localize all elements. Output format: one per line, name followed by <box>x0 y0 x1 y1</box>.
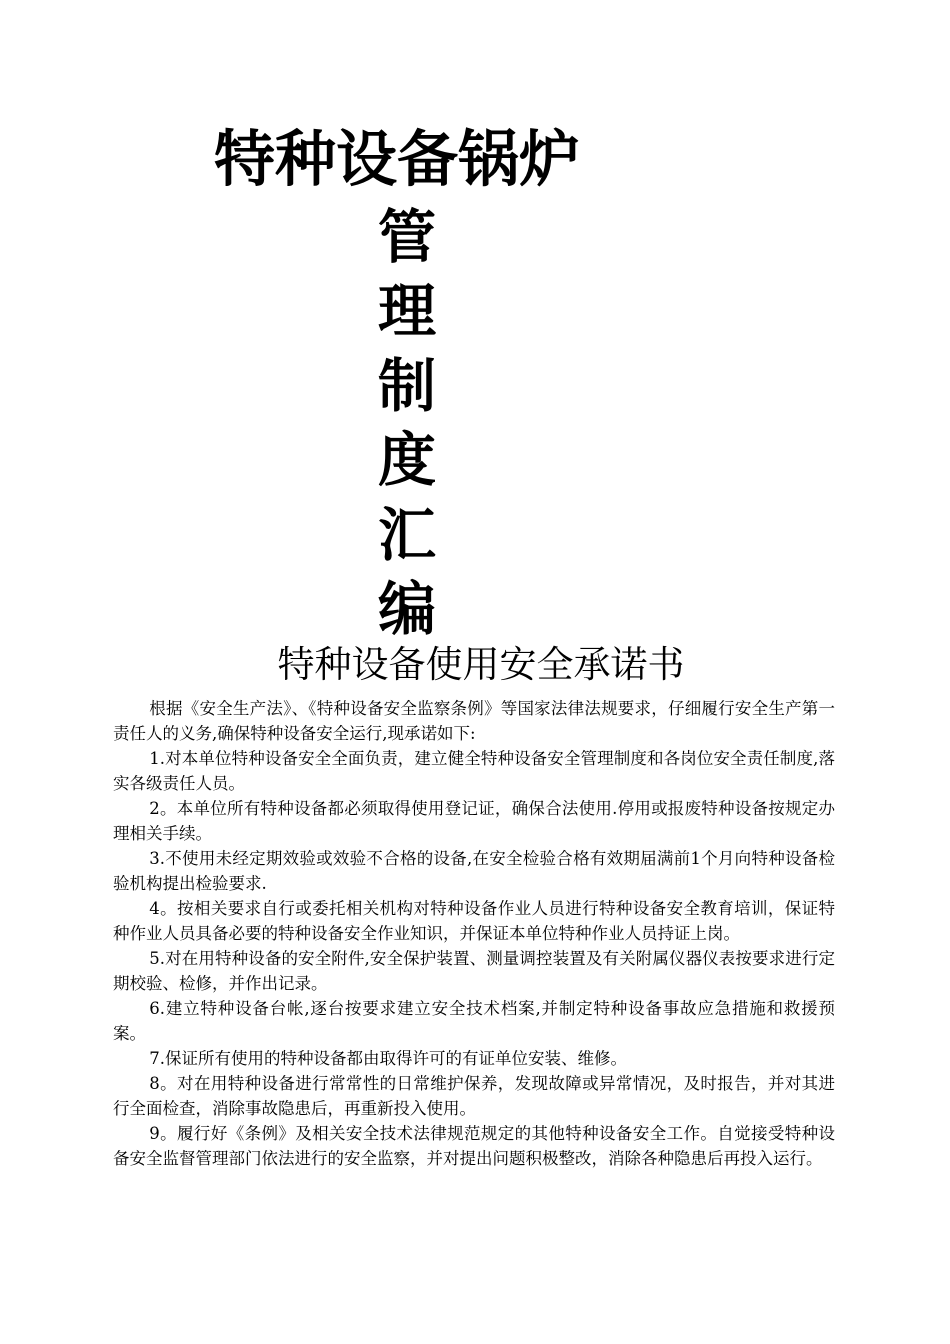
vertical-char: 理 <box>377 277 436 346</box>
cover-title: 特种设备锅炉 <box>214 124 581 195</box>
vertical-char: 编 <box>377 574 436 643</box>
vertical-char: 度 <box>377 426 436 495</box>
commitment-item: 3.不使用未经定期效验或效验不合格的设备,在安全检验合格有效期届满前1个月向特种设备检验机构提出检验要求. <box>113 849 835 893</box>
document-body <box>113 696 835 1171</box>
commitment-item: 1.对本单位特种设备安全全面负责，建立健全特种设备安全管理制度和各岗位安全责任制度,落实各级责任人员。 <box>113 749 835 793</box>
commitment-item: 7.保证所有使用的特种设备都由取得许可的有证单位安装、维修。 <box>149 1049 628 1068</box>
cover-vertical-title <box>372 200 442 646</box>
vertical-char: 汇 <box>377 500 436 569</box>
commitment-item: 2。本单位所有特种设备都必须取得使用登记证，确保合法使用.停用或报废特种设备按规定办理相关手续。 <box>113 799 835 843</box>
commitment-item: 6.建立特种设备台帐,逐台按要求建立安全技术档案,并制定特种设备事故应急措施和救援预案。 <box>113 999 835 1043</box>
commitment-item: 8。对在用特种设备进行常常性的日常维护保养，发现故障或异常情况，及时报告，并对其进行全面检查，消除事故隐患后，再重新投入使用。 <box>113 1074 835 1118</box>
vertical-char: 制 <box>377 351 436 420</box>
intro-paragraph: 根据《安全生产法》、《特种设备安全监察条例》等国家法律法规要求，仔细履行安全生产第一责任人的义务,确保特种设备安全运行,现承诺如下: <box>113 699 835 743</box>
commitment-item: 5.对在用特种设备的安全附件,安全保护装置、测量调控装置及有关附属仪器仪表按要求进行定期校验、检修，并作出记录。 <box>113 949 835 993</box>
vertical-char: 管 <box>377 203 436 271</box>
commitment-item: 9。履行好《条例》及相关安全技术法律规范规定的其他特种设备安全工作。自觉接受特种设备安全监督管理部门依法进行的安全监察，并对提出问题积极整改，消除各种隐患后再投入运行。 <box>113 1124 835 1168</box>
commitment-item: 4。按相关要求自行或委托相关机构对特种设备作业人员进行特种设备安全教育培训，保证特种作业人员具备必要的特种设备安全作业知识，并保证本单位特种作业人员持证上岗。 <box>113 899 835 943</box>
document-heading: 特种设备使用安全承诺书 <box>277 643 685 686</box>
